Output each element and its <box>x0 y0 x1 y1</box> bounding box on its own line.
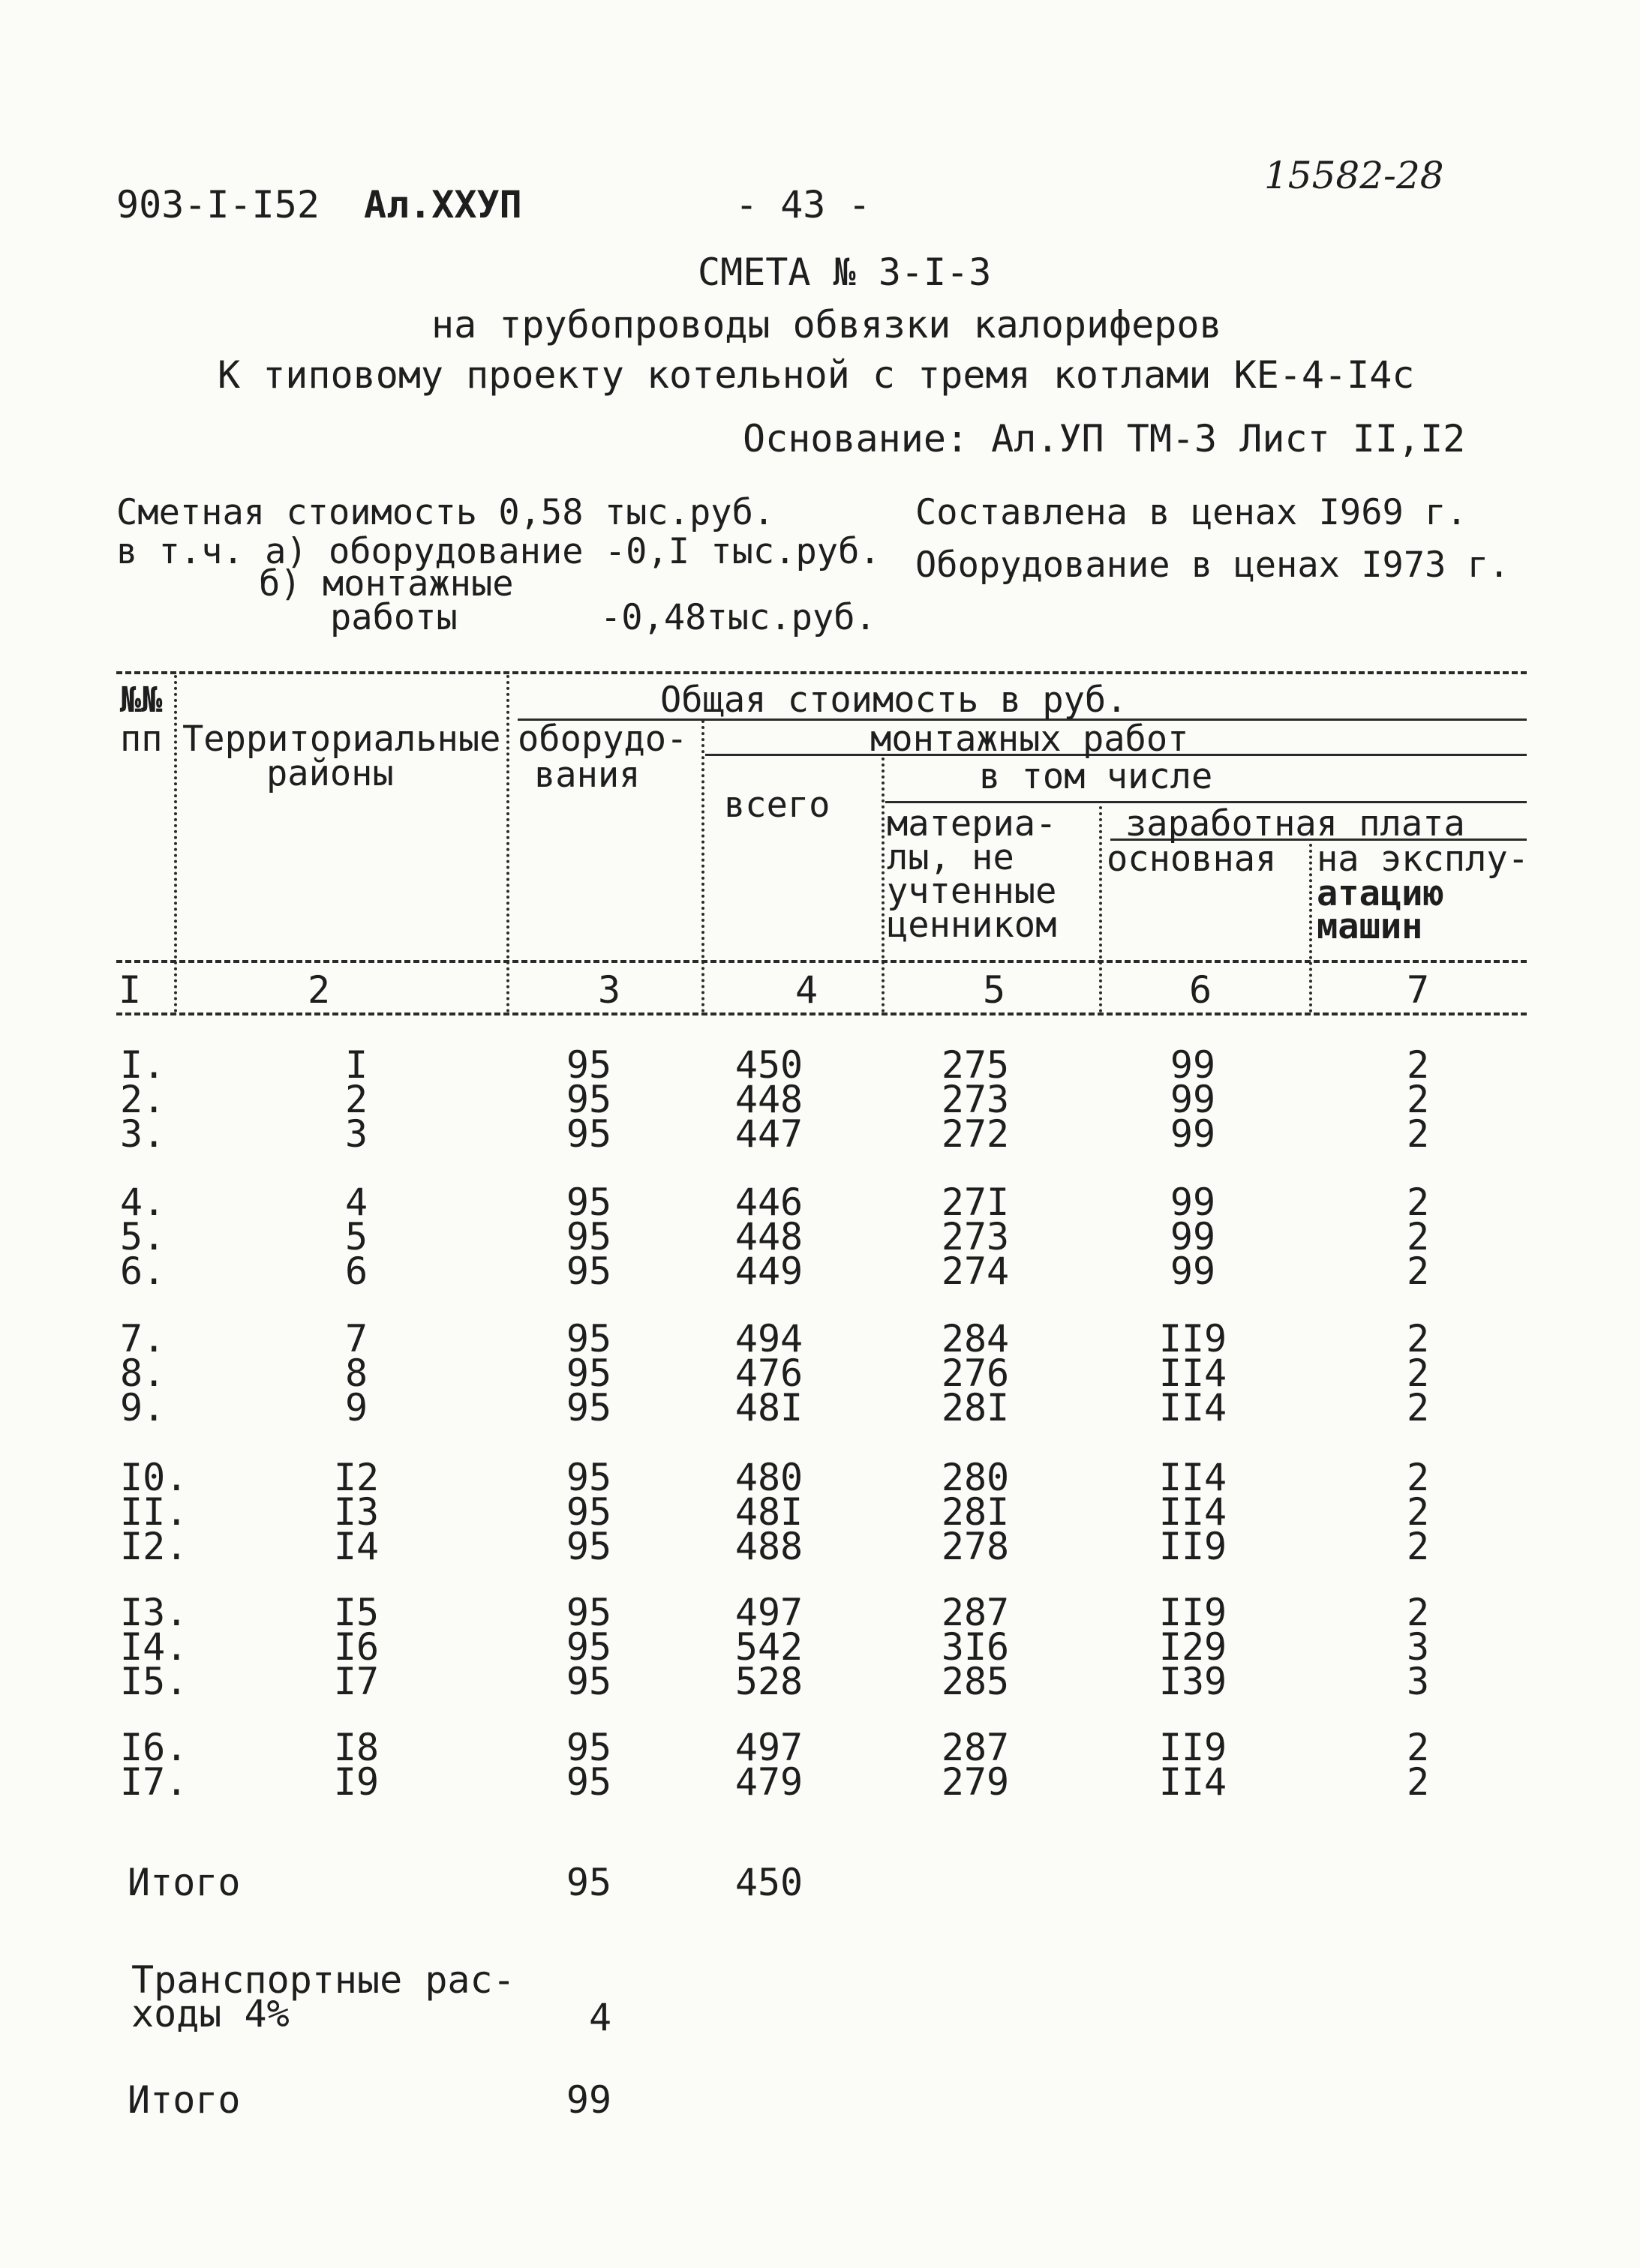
estimated-cost: Сметная стоимость 0,58 тыс.руб. <box>116 492 775 533</box>
column-divider-6 <box>1309 844 1312 1012</box>
cell-install-total: 542 <box>734 1625 803 1669</box>
cell-install-total: 488 <box>734 1525 803 1568</box>
cell-equipment: 95 <box>566 1660 612 1703</box>
cell-equipment: 95 <box>566 1591 612 1634</box>
cell-row-number: II. <box>120 1490 188 1534</box>
cell-basic-wages: II9 <box>1158 1726 1227 1769</box>
cell-basic-wages: II4 <box>1158 1352 1227 1395</box>
cell-machine-wages: 2 <box>1406 1591 1430 1634</box>
cell-equipment: 95 <box>566 1043 612 1087</box>
cell-install-total: 446 <box>734 1180 803 1224</box>
cell-materials: 273 <box>941 1215 1010 1258</box>
cell-equipment: 95 <box>566 1078 612 1121</box>
cell-equipment: 95 <box>566 1490 612 1534</box>
cell-machine-wages: 2 <box>1406 1215 1430 1258</box>
cell-materials: 280 <box>941 1456 1010 1499</box>
basis-reference: Основание: Ал.УП ТМ-3 Лист II,I2 <box>743 417 1466 460</box>
cell-region: I6 <box>333 1625 380 1669</box>
cell-equipment: 95 <box>566 1215 612 1258</box>
works-label: работы <box>330 597 458 638</box>
prices-1969-note: Составлена в ценах I969 г. <box>915 492 1467 533</box>
column-divider-4 <box>882 758 885 1012</box>
header-machines-1: на эксплу- <box>1317 838 1529 880</box>
cell-region: I9 <box>333 1760 380 1804</box>
cell-row-number: I4. <box>120 1625 188 1669</box>
cell-basic-wages: 99 <box>1170 1250 1216 1293</box>
transport-percent: ходы 4% <box>131 1992 290 2036</box>
column-number-2: 2 <box>308 968 331 1012</box>
prices-1973-note: Оборудование в ценах I973 г. <box>915 544 1510 586</box>
cell-region: 3 <box>344 1112 368 1156</box>
cell-region: I <box>344 1043 368 1087</box>
cell-install-total: 449 <box>734 1250 803 1293</box>
works-cost: -0,48тыс.руб. <box>600 597 876 638</box>
cell-equipment: 95 <box>566 1112 612 1156</box>
cell-install-total: 476 <box>734 1352 803 1395</box>
cell-materials: 27I <box>941 1180 1010 1224</box>
cell-row-number: 6. <box>120 1250 166 1293</box>
cell-basic-wages: II4 <box>1158 1386 1227 1430</box>
column-number-5: 5 <box>983 968 1006 1012</box>
cell-row-number: 4. <box>120 1180 166 1224</box>
cell-region: 2 <box>344 1078 368 1121</box>
header-top-line <box>116 671 1527 674</box>
header-install: монтажных работ <box>870 718 1189 760</box>
title-subject: на трубопроводы обвязки калориферов <box>431 303 1222 346</box>
header-equipment: оборудо- <box>518 718 688 760</box>
header-number-top: №№ <box>120 680 163 721</box>
cell-materials: 284 <box>941 1317 1010 1360</box>
column-divider-3 <box>701 720 704 1012</box>
cell-row-number: I0. <box>120 1456 188 1499</box>
total-label: Итого <box>128 1861 241 1904</box>
transport-label: Транспортные рас- <box>131 1958 515 2002</box>
cell-materials: 287 <box>941 1726 1010 1769</box>
cell-basic-wages: 99 <box>1170 1112 1216 1156</box>
cell-materials: 28I <box>941 1490 1010 1534</box>
total-equipment: 95 <box>566 1861 612 1904</box>
cell-install-total: 480 <box>734 1456 803 1499</box>
cell-machine-wages: 2 <box>1406 1760 1430 1804</box>
cell-region: 7 <box>344 1317 368 1360</box>
cell-materials: 272 <box>941 1112 1010 1156</box>
cell-equipment: 95 <box>566 1250 612 1293</box>
cell-install-total: 497 <box>734 1726 803 1769</box>
cell-materials: 279 <box>941 1760 1010 1804</box>
header-number-bottom: пп <box>120 718 163 760</box>
cell-materials: 276 <box>941 1352 1010 1395</box>
cell-machine-wages: 2 <box>1406 1726 1430 1769</box>
cell-row-number: 8. <box>120 1352 166 1395</box>
cell-basic-wages: II4 <box>1158 1490 1227 1534</box>
cell-materials: 278 <box>941 1525 1010 1568</box>
cell-machine-wages: 2 <box>1406 1490 1430 1534</box>
column-number-line <box>116 1012 1527 1016</box>
cell-row-number: 5. <box>120 1215 166 1258</box>
header-bottom-line <box>116 960 1527 963</box>
cell-equipment: 95 <box>566 1525 612 1568</box>
cell-row-number: 7. <box>120 1317 166 1360</box>
header-all: всего <box>724 784 831 826</box>
cell-machine-wages: 3 <box>1406 1625 1430 1669</box>
cell-install-total: 479 <box>734 1760 803 1804</box>
cell-install-total: 528 <box>734 1660 803 1703</box>
cell-equipment: 95 <box>566 1760 612 1804</box>
document-code: 903-I-I52 <box>116 183 320 226</box>
cell-row-number: I2. <box>120 1525 188 1568</box>
cell-equipment: 95 <box>566 1180 612 1224</box>
final-total-value: 99 <box>566 2078 612 2122</box>
column-divider-2 <box>506 675 509 1012</box>
cell-region: I5 <box>333 1591 380 1634</box>
page-number: - 43 - <box>735 183 871 226</box>
column-divider-5 <box>1099 806 1102 1012</box>
cell-machine-wages: 2 <box>1406 1386 1430 1430</box>
header-including: в том числе <box>979 756 1213 797</box>
column-number-1: I <box>119 968 142 1012</box>
column-number-4: 4 <box>795 968 818 1012</box>
header-machines-2: атацию <box>1317 873 1444 914</box>
cell-materials: 285 <box>941 1660 1010 1703</box>
cell-row-number: I7. <box>120 1760 188 1804</box>
cell-region: 8 <box>344 1352 368 1395</box>
header-total-cost: Общая стоимость в руб. <box>660 680 1128 721</box>
album-number: Ал.XXУП <box>364 183 522 226</box>
cell-region: I3 <box>333 1490 380 1534</box>
installation-label: б) монтажные <box>259 563 514 604</box>
cell-materials: 287 <box>941 1591 1010 1634</box>
cell-basic-wages: II9 <box>1158 1317 1227 1360</box>
cell-basic-wages: 99 <box>1170 1078 1216 1121</box>
cell-install-total: 48I <box>734 1386 803 1430</box>
cell-basic-wages: II9 <box>1158 1525 1227 1568</box>
cell-basic-wages: 99 <box>1170 1043 1216 1087</box>
cell-basic-wages: II4 <box>1158 1760 1227 1804</box>
cell-basic-wages: 99 <box>1170 1215 1216 1258</box>
cell-materials: 274 <box>941 1250 1010 1293</box>
cell-materials: 28I <box>941 1386 1010 1430</box>
cell-machine-wages: 2 <box>1406 1078 1430 1121</box>
cell-install-total: 497 <box>734 1591 803 1634</box>
cell-install-total: 448 <box>734 1078 803 1121</box>
header-machines-3: машин <box>1317 906 1423 947</box>
cell-region: 6 <box>344 1250 368 1293</box>
cell-install-total: 48I <box>734 1490 803 1534</box>
cell-row-number: I5. <box>120 1660 188 1703</box>
cell-basic-wages: I29 <box>1158 1625 1227 1669</box>
cell-region: 5 <box>344 1215 368 1258</box>
cell-region: 4 <box>344 1180 368 1224</box>
cell-equipment: 95 <box>566 1317 612 1360</box>
cell-machine-wages: 2 <box>1406 1180 1430 1224</box>
header-regions: Территориальные <box>182 718 501 760</box>
cell-row-number: I3. <box>120 1591 188 1634</box>
header-wages: заработная плата <box>1125 803 1465 844</box>
cell-materials: 273 <box>941 1078 1010 1121</box>
cell-install-total: 494 <box>734 1317 803 1360</box>
handwritten-number: 15582-28 <box>1264 154 1444 197</box>
cell-equipment: 95 <box>566 1456 612 1499</box>
cell-machine-wages: 2 <box>1406 1352 1430 1395</box>
cell-row-number: 2. <box>120 1078 166 1121</box>
column-number-7: 7 <box>1407 968 1430 1012</box>
header-basic: основная <box>1107 838 1277 880</box>
cell-install-total: 447 <box>734 1112 803 1156</box>
cell-region: 9 <box>344 1386 368 1430</box>
cell-machine-wages: 2 <box>1406 1525 1430 1568</box>
cell-install-total: 448 <box>734 1215 803 1258</box>
cell-region: I2 <box>333 1456 380 1499</box>
header-materials-4: ценником <box>887 904 1057 946</box>
header-regions-2: районы <box>266 753 394 794</box>
header-materials-3: учтенные <box>887 871 1057 912</box>
column-number-6: 6 <box>1189 968 1212 1012</box>
cell-row-number: 3. <box>120 1112 166 1156</box>
cell-region: I8 <box>333 1726 380 1769</box>
cell-basic-wages: 99 <box>1170 1180 1216 1224</box>
cell-machine-wages: 2 <box>1406 1112 1430 1156</box>
final-total-label: Итого <box>128 2078 241 2122</box>
cell-machine-wages: 2 <box>1406 1317 1430 1360</box>
cell-row-number: 9. <box>120 1386 166 1430</box>
cell-materials: 275 <box>941 1043 1010 1087</box>
cell-equipment: 95 <box>566 1625 612 1669</box>
cell-machine-wages: 2 <box>1406 1456 1430 1499</box>
cell-machine-wages: 3 <box>1406 1660 1430 1703</box>
total-install: 450 <box>734 1861 803 1904</box>
cell-row-number: I. <box>120 1043 166 1087</box>
cell-basic-wages: II9 <box>1158 1591 1227 1634</box>
cell-equipment: 95 <box>566 1726 612 1769</box>
cell-equipment: 95 <box>566 1386 612 1430</box>
cell-basic-wages: I39 <box>1158 1660 1227 1703</box>
cell-basic-wages: II4 <box>1158 1456 1227 1499</box>
column-divider-1 <box>174 675 177 1012</box>
cell-row-number: I6. <box>120 1726 188 1769</box>
document-title: СМЕТА № 3-I-3 <box>698 250 992 294</box>
header-equipment-2: вания <box>534 754 641 796</box>
cell-equipment: 95 <box>566 1352 612 1395</box>
transport-value: 4 <box>588 1996 612 2039</box>
cell-region: I7 <box>333 1660 380 1703</box>
header-materials-1: материа- <box>887 803 1057 844</box>
cell-materials: 3I6 <box>941 1625 1010 1669</box>
header-materials-2: лы, не <box>887 837 1014 878</box>
equipment-cost: в т.ч. а) оборудование -0,I тыс.руб. <box>116 531 881 572</box>
cell-region: I4 <box>333 1525 380 1568</box>
title-project: К типовому проекту котельной с тремя котлами КЕ-4-I4с <box>218 353 1415 397</box>
cell-machine-wages: 2 <box>1406 1250 1430 1293</box>
column-number-3: 3 <box>598 968 621 1012</box>
cell-install-total: 450 <box>734 1043 803 1087</box>
cell-machine-wages: 2 <box>1406 1043 1430 1087</box>
